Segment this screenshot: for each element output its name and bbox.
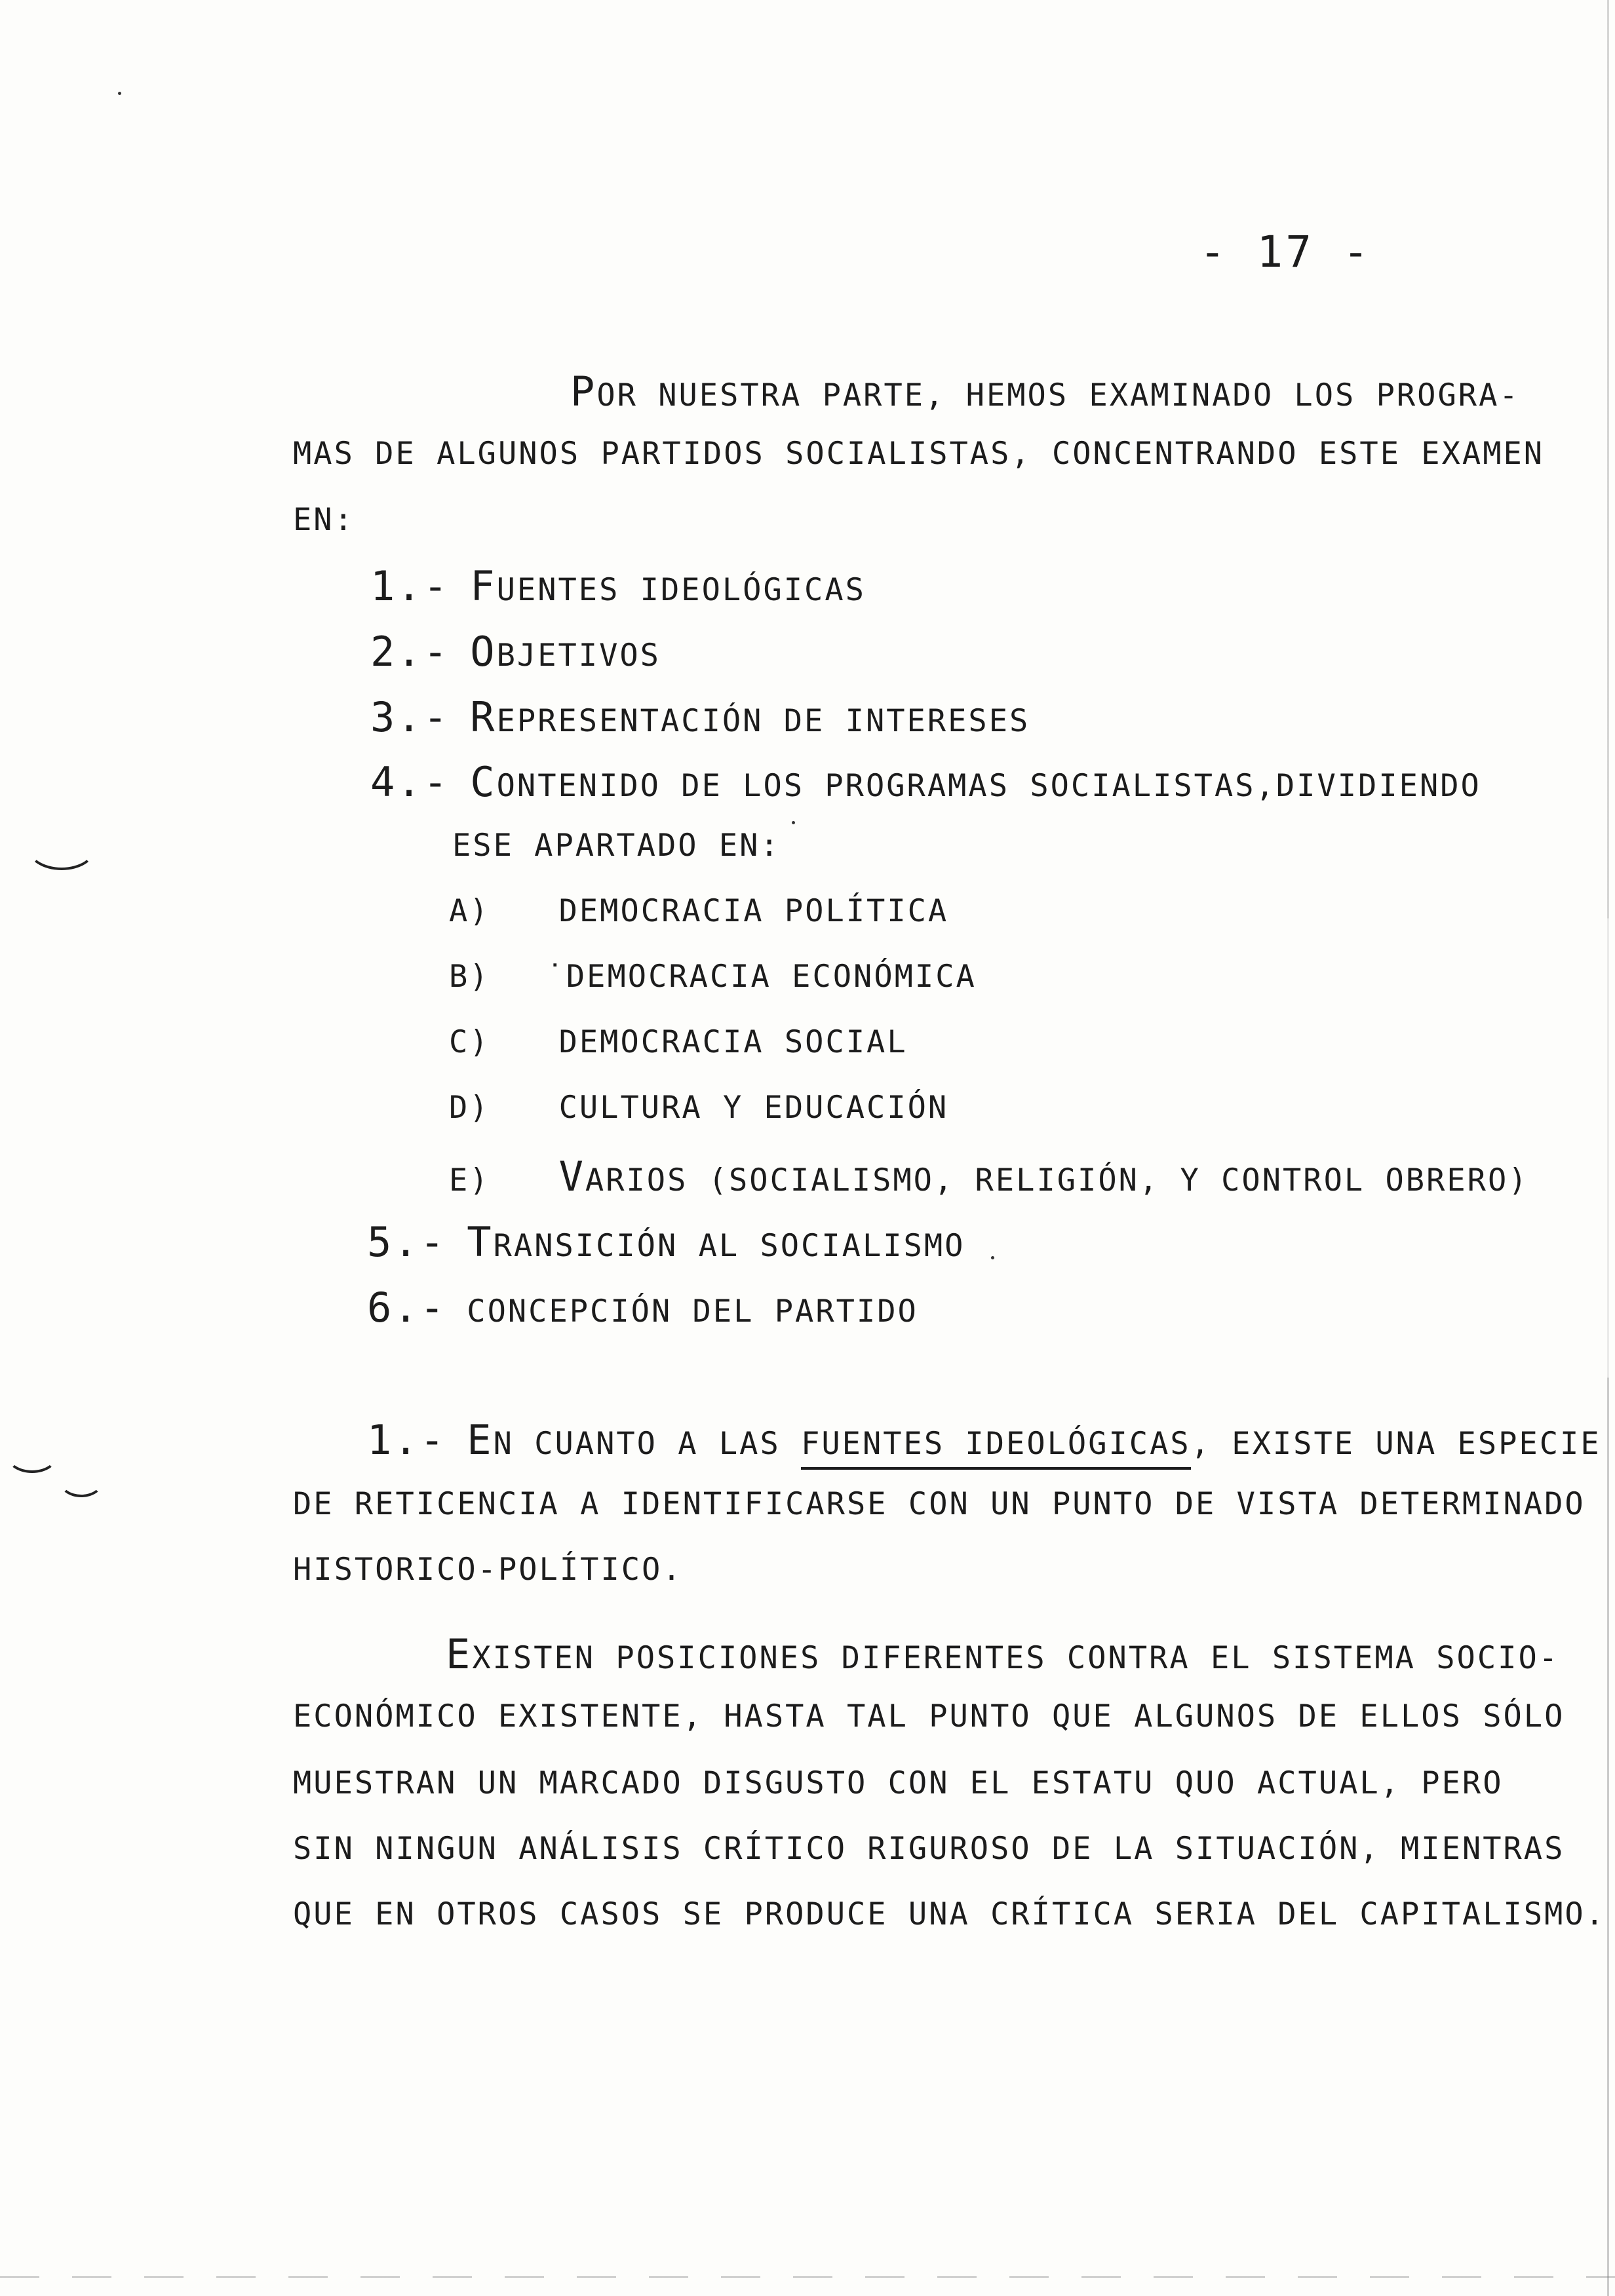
- margin-dot: [991, 1256, 994, 1259]
- para-2-line-4: SIN NINGUN ANÁLISIS CRÍTICO RIGUROSO DE LA SITUACIÓN, MIENTRAS: [293, 1831, 1565, 1867]
- sublist-item: C) DEMOCRACIA SOCIAL: [449, 1024, 908, 1060]
- list-item-continuation: ESE APARTADO EN:: [452, 828, 781, 864]
- para-2-line-1: EXISTEN POSICIONES DIFERENTES CONTRA EL SISTEMA SOCIO-: [446, 1630, 1560, 1678]
- sublist-item: D) CULTURA Y EDUCACIÓN: [449, 1090, 949, 1126]
- intro-line-2: MAS DE ALGUNOS PARTIDOS SOCIALISTAS, CONCENTRANDO ESTE EXAMEN: [293, 436, 1545, 472]
- margin-mark: [59, 1464, 104, 1497]
- section-1-line-3: HISTORICO-POLÍTICO.: [293, 1552, 683, 1588]
- para-2-line-2: ECONÓMICO EXISTENTE, HASTA TAL PUNTO QUE ALGUNOS DE ELLOS SÓLO: [293, 1698, 1565, 1734]
- section-1-line-1: 1.- EN CUANTO A LAS FUENTES IDEOLÓGICAS, EXISTE UNA ESPECIE: [367, 1420, 1601, 1461]
- sublist-item: B) ˙DEMOCRACIA ECONÓMICA: [449, 959, 977, 995]
- scan-edge-right: [1607, 0, 1609, 2296]
- list-item: 5.- TRANSICIÓN AL SOCIALISMO: [367, 1218, 965, 1266]
- intro-line-1: POR NUESTRA PARTE, HEMOS EXAMINADO LOS PROGRA-: [570, 368, 1520, 415]
- para-2-line-5: QUE EN OTROS CASOS SE PRODUCE UNA CRÍTICA SERIA DEL CAPITALISMO.: [293, 1896, 1606, 1932]
- list-item: 2.- OBJETIVOS: [370, 628, 661, 676]
- sublist-item: E) VARIOS (SOCIALISMO, RELIGIÓN, Y CONTROL OBRERO): [449, 1153, 1529, 1200]
- list-item: 3.- REPRESENTACIÓN DE INTERESES: [370, 693, 1030, 741]
- list-item: 1.- FUENTES IDEOLÓGICAS: [370, 562, 866, 610]
- margin-mark: [26, 822, 97, 870]
- scan-edge-bottom: [0, 2276, 1615, 2278]
- margin-dot: [118, 92, 121, 95]
- section-1-line-2: DE RETICENCIA A IDENTIFICARSE CON UN PUNTO DE VISTA DETERMINADO: [293, 1486, 1586, 1522]
- page-number: - 17 -: [1199, 227, 1372, 277]
- list-item: 6.- CONCEPCIÓN DEL PARTIDO: [367, 1284, 918, 1331]
- sublist-item: A) DEMOCRACIA POLÍTICA: [449, 893, 949, 929]
- list-item: 4.- CONTENIDO DE LOS PROGRAMAS SOCIALISTAS,DIVIDIENDO: [370, 758, 1481, 806]
- underlined-term: FUENTES IDEOLÓGICAS: [801, 1426, 1191, 1470]
- para-2-line-3: MUESTRAN UN MARCADO DISGUSTO CON EL ESTATU QUO ACTUAL, PERO: [293, 1765, 1504, 1801]
- intro-line-3: EN:: [293, 502, 355, 538]
- margin-dot: [792, 821, 795, 824]
- margin-mark: [7, 1438, 58, 1473]
